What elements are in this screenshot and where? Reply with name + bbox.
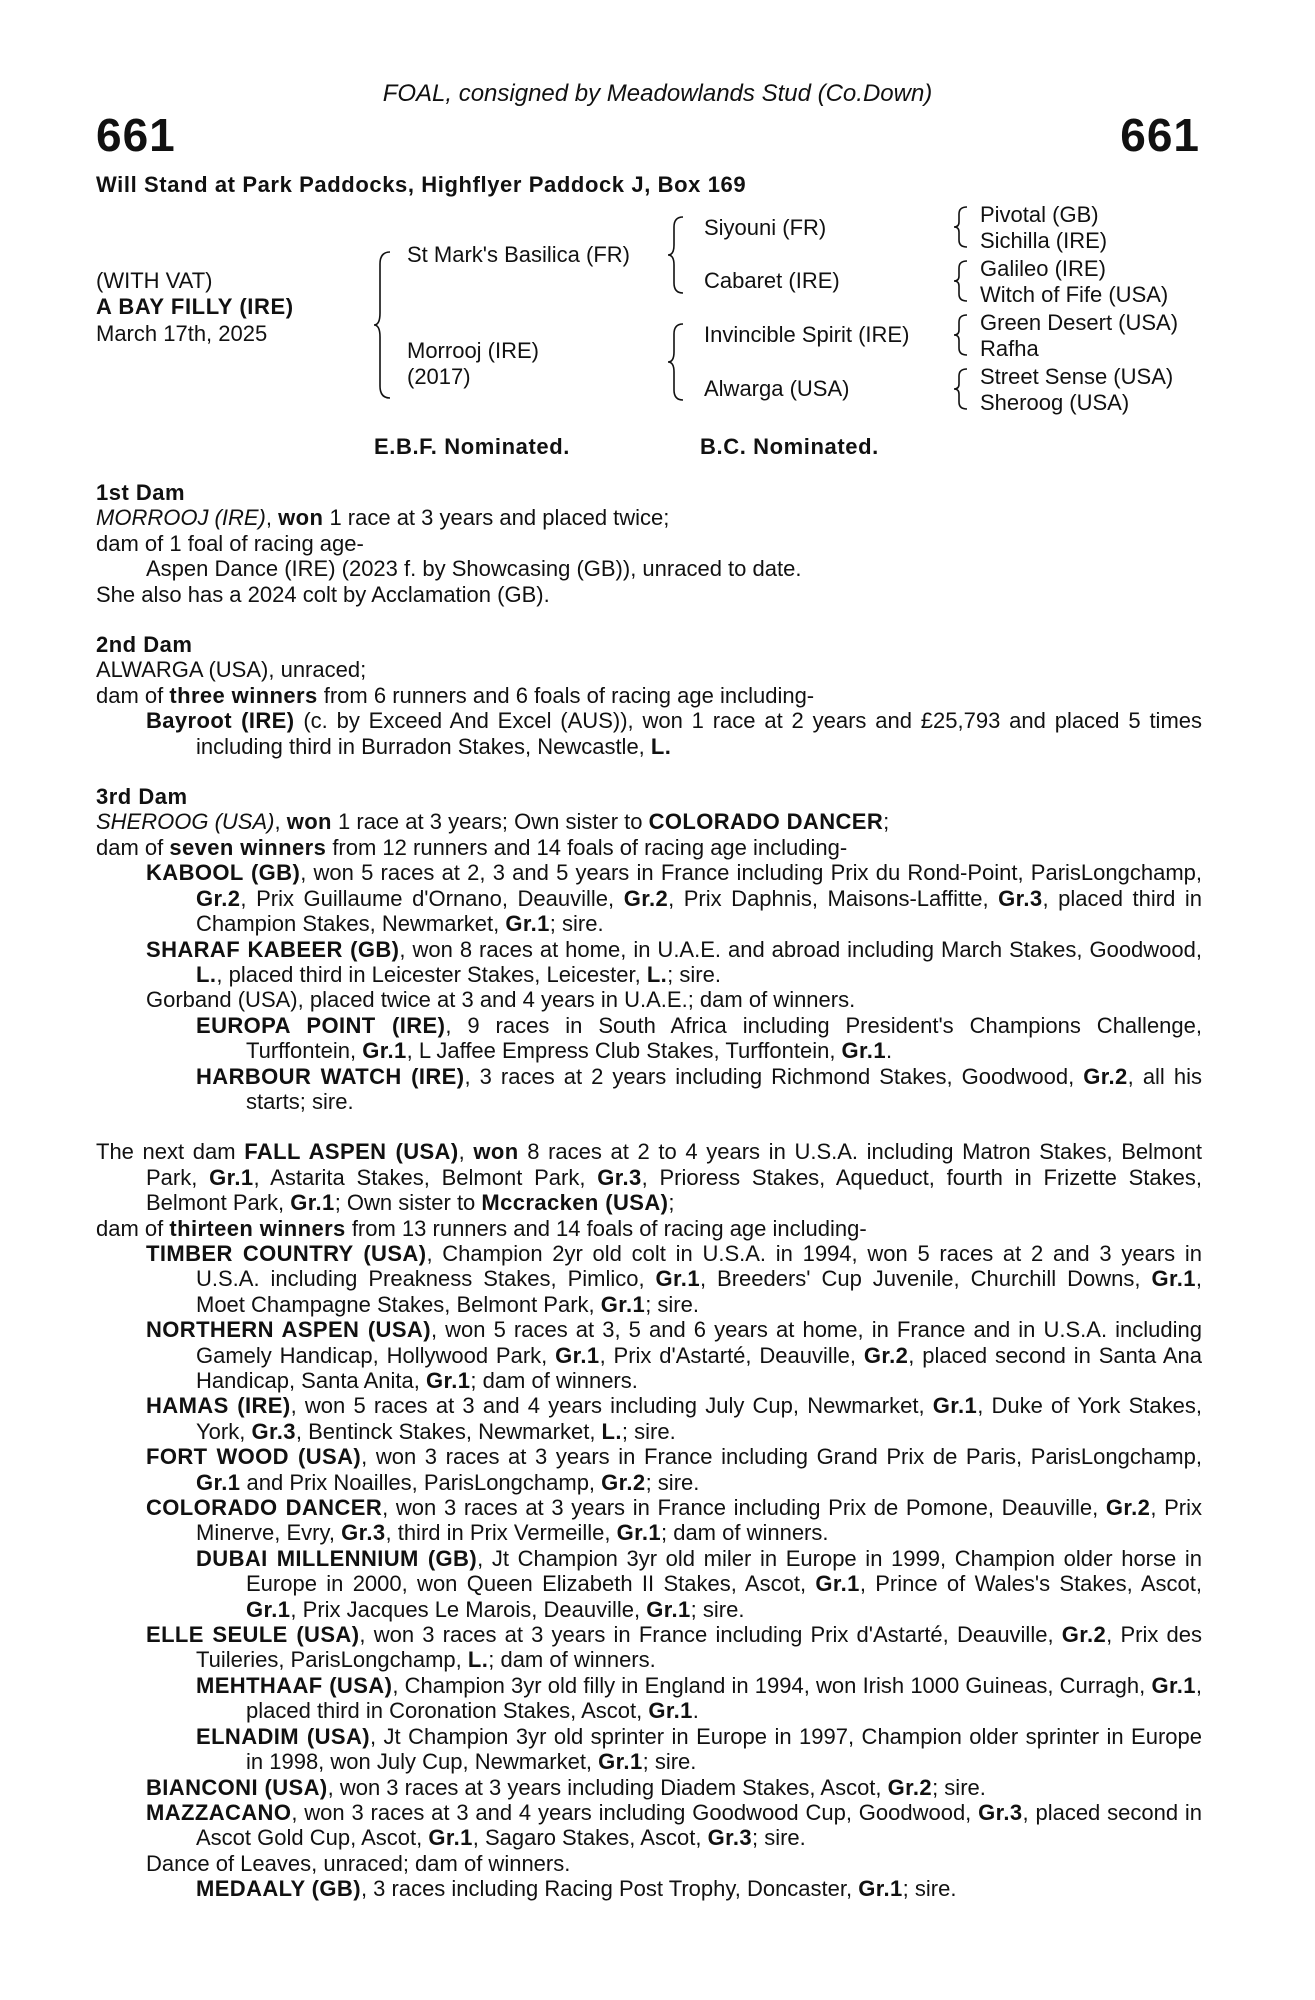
bold-run: Gr.1 — [246, 1596, 291, 1622]
text-run: ; dam of winners. — [470, 1368, 638, 1393]
g3-sichilla: Sichilla (IRE) — [980, 228, 1108, 253]
text-run: , 3 races at 2 years including Richmond Stakes, Goodwood, — [464, 1063, 1084, 1089]
text-run: , Prix Daphnis, Maisons-Laffitte, — [668, 885, 999, 911]
bold-run: MEDAALY (GB) — [196, 1876, 361, 1902]
pedigree-entry — [96, 809, 1202, 834]
text-run: , Prioress Stakes, Aqueduct, fourth in Frizette Stakes, Belmont Park, — [146, 1164, 1203, 1216]
pedigree-entry — [96, 531, 1202, 556]
text-run: , Bentinck Stakes, Newmarket, — [295, 1418, 602, 1444]
bold-run: Gr.2 — [623, 885, 669, 911]
pedigree-entry — [96, 937, 1202, 988]
section-next-dam — [96, 1139, 1202, 1901]
text-run: , Prix des Tuileries, ParisLongchamp, — [196, 1622, 1202, 1673]
text-run: from 12 runners and 14 foals of racing age including- — [326, 834, 848, 860]
text-run: , Astarita Stakes, Belmont Park, — [253, 1164, 598, 1190]
bold-run: Gr.1 — [209, 1164, 254, 1190]
pedigree-entry — [96, 1622, 1202, 1673]
bold-run: Gr.1 — [598, 1749, 643, 1775]
text-run: , won 3 races at 3 years in France including Prix de Pomone, Deauville, — [382, 1495, 1106, 1521]
bold-run: Gr.1 — [616, 1520, 661, 1546]
section-title: 1st Dam — [96, 480, 186, 505]
pedigree-entry — [96, 1876, 1202, 1901]
lot-name: A BAY FILLY (IRE) — [96, 294, 294, 319]
text-run: ; sire. — [621, 1418, 676, 1444]
bold-run: won — [473, 1139, 519, 1165]
pedigree-brace-sire — [666, 215, 686, 295]
bold-run: Gr.2 — [1083, 1063, 1128, 1089]
pedigree-entry — [96, 1064, 1202, 1115]
bold-run: Gr.1 — [425, 1368, 471, 1393]
text-run: Aspen Dance (IRE) (2023 f. by Showcasing (GB)), unraced to date. — [146, 556, 802, 582]
g3-green-desert: Green Desert (USA) — [980, 310, 1179, 335]
bold-run: Gr.1 — [290, 1190, 335, 1216]
bold-run: won — [286, 809, 332, 835]
text-run: , won 5 races at 2, 3 and 5 years in France including Prix du Rond-Point, ParisLongchamp, — [300, 860, 1202, 886]
section-1st-dam — [96, 480, 1202, 607]
bold-run: EUROPA POINT (IRE) — [196, 1012, 446, 1038]
pedigree-brace-g3-3 — [952, 313, 970, 357]
text-run: , won 3 races at 3 and 4 years including Goodwood Cup, Goodwood, — [291, 1799, 979, 1825]
bold-run: won — [278, 505, 324, 531]
foaling-date: March 17th, 2025 — [96, 321, 268, 346]
pedigree-entry — [96, 683, 1202, 708]
bold-run: SHARAF KABEER (GB) — [146, 936, 400, 962]
text-run: , placed third in Coronation Stakes, Ascot, — [246, 1672, 1202, 1724]
bold-run: COLORADO DANCER — [146, 1495, 383, 1521]
bold-run: Gr.2 — [887, 1774, 933, 1800]
text-run: , Prix Minerve, Evry, — [196, 1495, 1203, 1546]
g3-witch-of-fife: Witch of Fife (USA) — [980, 282, 1169, 307]
pedigree-brace-main — [372, 250, 394, 400]
text-run: dam of 1 foal of racing age- — [96, 530, 364, 556]
bold-run: Gr.1 — [646, 1596, 691, 1622]
bold-run: Gr.3 — [597, 1164, 642, 1190]
bold-run: L. — [196, 961, 217, 987]
bold-run: Gr.3 — [251, 1418, 296, 1444]
text-run: from 13 runners and 14 foals of racing age including- — [345, 1215, 867, 1241]
text-run: . — [692, 1698, 699, 1724]
bold-run: L. — [601, 1418, 622, 1444]
pedigree-entry — [96, 1495, 1202, 1546]
bold-run: Gr.1 — [1151, 1672, 1196, 1698]
bold-run: Gr.2 — [601, 1469, 646, 1495]
g3-galileo: Galileo (IRE) — [980, 256, 1106, 281]
text-run: , — [458, 1139, 474, 1165]
text-run: , won 3 races at 3 years in France including Grand Prix de Paris, ParisLongchamp, — [361, 1444, 1202, 1470]
text-run: , won 5 races at 3 and 4 years including July Cup, Newmarket, — [290, 1393, 933, 1419]
dam-dam-name: Alwarga (USA) — [704, 376, 850, 401]
text-run: dam of — [96, 682, 170, 708]
text-run: ALWARGA (USA), unraced; — [96, 657, 367, 683]
bold-run: Gr.2 — [1105, 1495, 1151, 1521]
text-run: , placed second in Santa Ana Handicap, Santa Anita, — [196, 1342, 1203, 1393]
text-run: , Prix Jacques Le Marois, Deauville, — [290, 1596, 647, 1622]
text-run: ; sire. — [645, 1469, 700, 1495]
consignment-line: FOAL, consigned by Meadowlands Stud (Co.Down) — [382, 80, 933, 107]
pedigree-entry — [96, 1800, 1202, 1851]
lot-number-left: 661 — [96, 109, 176, 161]
text-run: ; — [668, 1190, 675, 1216]
bold-run: ELNADIM (USA) — [196, 1723, 370, 1749]
text-run: , third in Prix Vermeille, — [385, 1520, 617, 1546]
text-run: and Prix Noailles, ParisLongchamp, — [240, 1469, 602, 1495]
bold-run: Gr.2 — [1061, 1622, 1107, 1648]
text-run: ; sire. — [751, 1825, 806, 1851]
text-run: She also has a 2024 colt by Acclamation (GB). — [96, 581, 550, 607]
text-run: , Champion 2yr old colt in U.S.A. in 1994, won 5 races at 2 and 3 years in U.S.A. including Preakness Stakes, Pimlico, — [196, 1240, 1202, 1292]
pedigree-entry — [96, 1444, 1202, 1495]
text-run: . — [885, 1038, 893, 1064]
section-gap — [96, 1114, 1202, 1139]
bold-run: Gr.1 — [655, 1266, 700, 1292]
text-run: , won 3 races at 3 years including Diadem Stakes, Ascot, — [327, 1774, 888, 1800]
bold-run: Mccracken (USA) — [481, 1190, 669, 1216]
pedigree-entry — [96, 1673, 1202, 1724]
text-run: ; dam of winners. — [488, 1647, 656, 1673]
pedigree-entry — [96, 1317, 1202, 1393]
bold-run: KABOOL (GB) — [146, 860, 301, 886]
text-run: , Sagaro Stakes, Ascot, — [472, 1825, 708, 1851]
text-run: , — [265, 505, 279, 531]
italic-run: SHEROOG (USA) — [96, 809, 275, 835]
bold-run: Gr.2 — [863, 1342, 909, 1368]
text-run: ; sire. — [902, 1876, 957, 1902]
text-run: , Moet Champagne Stakes, Belmont Park, — [196, 1266, 1202, 1317]
pedigree-entry — [96, 1013, 1202, 1064]
bold-run: seven winners — [169, 834, 327, 860]
text-run: , Duke of York Stakes, York, — [196, 1393, 1202, 1444]
text-run: , Prix Guillaume d'Ornano, Deauville, — [240, 885, 624, 911]
vat-note: (WITH VAT) — [96, 268, 213, 293]
bold-run: NORTHERN ASPEN (USA) — [146, 1317, 431, 1343]
bold-run: Gr.3 — [998, 885, 1043, 911]
bold-run: BIANCONI (USA) — [146, 1774, 328, 1800]
bold-run: Bayroot (IRE) — [146, 708, 295, 734]
pedigree-entry — [96, 1546, 1202, 1622]
bold-run: Gr.1 — [428, 1825, 473, 1851]
text-run: 1 race at 3 years; Own sister to — [331, 809, 649, 835]
pedigree-entry — [96, 1851, 1202, 1876]
bold-run: HARBOUR WATCH (IRE) — [196, 1063, 465, 1089]
text-run: 1 race at 3 years and placed twice; — [323, 505, 670, 531]
bold-run: MEHTHAAF (USA) — [196, 1672, 393, 1698]
text-run: from 6 runners and 6 foals of racing age including- — [317, 682, 815, 708]
bold-run: Gr.3 — [341, 1520, 386, 1546]
pedigree-entry — [96, 1216, 1202, 1241]
text-run: Gorband (USA), placed twice at 3 and 4 years in U.A.E.; dam of winners. — [146, 987, 856, 1013]
stand-location: Will Stand at Park Paddocks, Highflyer Paddock J, Box 169 — [96, 172, 747, 197]
bold-run: Gr.1 — [362, 1038, 407, 1064]
text-run: ; Own sister to — [334, 1190, 482, 1216]
text-run: , Jt Champion 3yr old miler in Europe in 1999, Champion older horse in Europe in 2000, won Queen Elizabeth II Stakes, Ascot, — [246, 1545, 1203, 1597]
bold-run: Gr.2 — [196, 885, 241, 911]
text-run: , won 3 races at 3 years in France including Prix d'Astarté, Deauville, — [359, 1622, 1062, 1648]
text-run: dam of — [96, 1215, 170, 1241]
pedigree-entry — [96, 505, 1202, 530]
text-run: , Prix d'Astarté, Deauville, — [599, 1342, 864, 1368]
text-run: Dance of Leaves, unraced; dam of winners. — [146, 1850, 571, 1876]
bold-run: L. — [467, 1647, 489, 1673]
bold-run: DUBAI MILLENNIUM (GB) — [196, 1545, 478, 1571]
text-run: ; sire. — [549, 911, 604, 937]
bold-run: Gr.3 — [707, 1825, 752, 1851]
bold-run: Gr.1 — [1151, 1266, 1196, 1292]
text-run: , placed second in Ascot Gold Cup, Ascot, — [196, 1799, 1203, 1851]
text-run: ; sire. — [642, 1749, 697, 1775]
text-run: ; dam of winners. — [660, 1520, 829, 1546]
text-run: , 3 races including Racing Post Trophy, Doncaster, — [360, 1876, 859, 1902]
text-run: dam of — [96, 834, 170, 860]
bold-run: Gr.1 — [815, 1571, 860, 1597]
bold-run: Gr.1 — [858, 1876, 903, 1902]
pedigree-entry — [96, 1393, 1202, 1444]
text-run: The next dam — [96, 1139, 245, 1165]
bold-run: HAMAS (IRE) — [146, 1393, 291, 1419]
bold-run: COLORADO DANCER — [648, 809, 884, 835]
pedigree-entry — [96, 1775, 1202, 1800]
bold-run: Gr.1 — [932, 1393, 978, 1419]
bold-run: Gr.1 — [648, 1698, 693, 1724]
pedigree-entry — [96, 1139, 1202, 1215]
g3-street-sense: Street Sense (USA) — [980, 364, 1174, 389]
text-run: , won 8 races at home, in U.A.E. and abroad including March Stakes, Goodwood, — [399, 936, 1202, 962]
pedigree-entry — [96, 556, 1202, 581]
bold-run: FORT WOOD (USA) — [146, 1444, 362, 1470]
pedigree-entry — [96, 987, 1202, 1012]
text-run: , placed third in Champion Stakes, Newmarket, — [196, 885, 1202, 937]
pedigree-brace-g3-2 — [952, 259, 970, 303]
text-run: ; — [883, 809, 890, 835]
text-run: , won 5 races at 3, 5 and 6 years at home, in France and in U.S.A. including Gamely Handicap, Hollywood Park, — [196, 1317, 1202, 1368]
text-run: ; sire. — [932, 1774, 986, 1800]
bold-run: TIMBER COUNTRY (USA) — [146, 1240, 427, 1266]
section-gap — [96, 607, 1202, 632]
text-run: , Breeders' Cup Juvenile, Churchill Downs, — [699, 1266, 1152, 1292]
pedigree-brace-g3-4 — [952, 367, 970, 411]
pedigree-entry — [96, 1724, 1202, 1775]
bold-run: Gr.1 — [555, 1342, 600, 1368]
pedigree-brace-g3-1 — [952, 205, 970, 249]
text-run: ; sire. — [667, 961, 721, 987]
section-title: 2nd Dam — [96, 632, 193, 658]
text-run: (c. by Exceed And Excel (AUS)), won 1 race at 2 years and £25,793 and placed 5 times including third in Burradon Stakes, Newcastle, — [196, 708, 1203, 759]
g3-rafha: Rafha — [980, 336, 1039, 361]
section-title: 3rd Dam — [96, 784, 188, 810]
text-run: , L Jaffee Empress Club Stakes, Turffontein, — [406, 1038, 842, 1064]
dam-name: Morrooj (IRE) — [407, 338, 540, 363]
sire-sire-name: Siyouni (FR) — [704, 215, 827, 240]
bold-run: Gr.3 — [978, 1799, 1023, 1825]
text-run: , placed third in Leicester Stakes, Leicester, — [216, 961, 647, 987]
pedigree-entry — [96, 835, 1202, 860]
bold-run: L. — [646, 961, 668, 987]
bold-run: Gr.1 — [505, 911, 550, 937]
bold-run: three winners — [169, 682, 318, 708]
bold-run: thirteen winners — [169, 1215, 346, 1241]
bold-run: L. — [650, 733, 672, 759]
bold-run: FALL ASPEN (USA) — [244, 1139, 459, 1165]
bc-nomination: B.C. Nominated. — [700, 434, 879, 459]
text-run: , all his starts; sire. — [246, 1063, 1202, 1114]
text-run: ; sire. — [690, 1596, 745, 1622]
text-run: , Jt Champion 3yr old sprinter in Europe in 1997, Champion older sprinter in Europe in 1998, won July Cup, Newmarket, — [246, 1723, 1202, 1775]
bold-run: ELLE SEULE (USA) — [146, 1622, 360, 1648]
dam-sire-name: Invincible Spirit (IRE) — [704, 322, 910, 347]
text-run: , 9 races in South Africa including President's Champions Challenge, Turffontein, — [246, 1012, 1202, 1064]
italic-run: MORROOJ (IRE) — [96, 505, 266, 531]
pedigree-entry — [96, 708, 1202, 759]
pedigree-entry — [96, 582, 1202, 607]
text-run: ; sire. — [645, 1291, 699, 1317]
ebf-nomination: E.B.F. Nominated. — [374, 434, 570, 459]
section-3rd-dam — [96, 784, 1202, 1114]
pedigree-entry — [96, 657, 1202, 682]
sire-name: St Mark's Basilica (FR) — [407, 242, 630, 267]
text-run: 8 races at 2 to 4 years in U.S.A. including Matron Stakes, Belmont Park, — [146, 1139, 1202, 1190]
text-run: , Prince of Wales's Stakes, Ascot, — [859, 1571, 1202, 1597]
lot-number-right: 661 — [1120, 109, 1200, 161]
g3-pivotal: Pivotal (GB) — [980, 202, 1099, 227]
text-run: , — [274, 809, 287, 835]
text-run: , Champion 3yr old filly in England in 1994, won Irish 1000 Guineas, Curragh, — [392, 1672, 1152, 1698]
dam-year: (2017) — [407, 364, 471, 389]
g3-sheroog: Sheroog (USA) — [980, 390, 1130, 415]
pedigree-entry — [96, 1241, 1202, 1317]
bold-run: Gr.1 — [196, 1469, 241, 1495]
bold-run: Gr.1 — [600, 1291, 646, 1317]
section-2nd-dam — [96, 632, 1202, 759]
catalogue-body — [96, 480, 1202, 1902]
section-gap — [96, 759, 1202, 784]
sire-dam-name: Cabaret (IRE) — [704, 268, 840, 293]
bold-run: MAZZACANO — [146, 1799, 292, 1825]
bold-run: Gr.1 — [841, 1038, 886, 1064]
pedigree-entry — [96, 860, 1202, 936]
pedigree-brace-dam — [666, 322, 686, 402]
